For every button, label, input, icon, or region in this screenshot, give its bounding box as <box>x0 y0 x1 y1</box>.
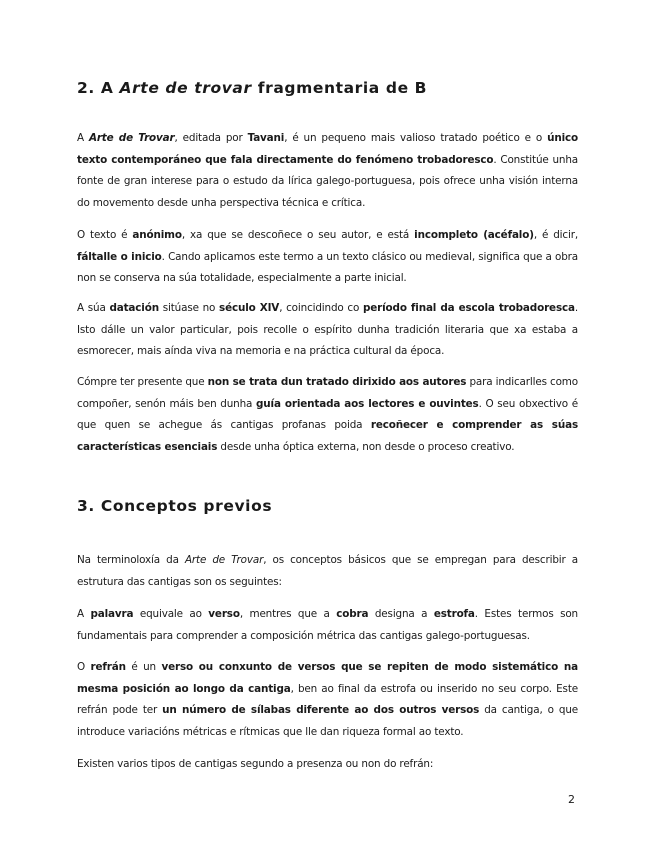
text-run: sitúase no <box>158 302 220 314</box>
emphasis-text: non se trata dun tratado dirixido aos autores <box>207 376 467 388</box>
text-run: , é un pequeno mais valioso tratado poético e o <box>284 132 548 144</box>
text-run: designa a <box>368 608 434 620</box>
text-run: para indicarlles como compoñer, senón máis ben dunha <box>77 376 578 410</box>
text-run: . Cando aplicamos este termo a un texto clásico ou medieval, significa que a obra non se conserva na súa totalidade, especialmente a parte inicial. <box>77 250 578 284</box>
emphasis-text: fáltalle o inicio <box>77 250 162 263</box>
paragraph <box>77 372 578 458</box>
text-run: , editada por <box>174 132 248 144</box>
text-run: O <box>77 661 91 673</box>
text-run: A <box>77 608 91 620</box>
emphasis-text: anónimo <box>132 229 182 241</box>
emphasis-text: un número de sílabas diferente ao dos outros versos <box>162 704 480 716</box>
paragraph <box>77 298 578 363</box>
section-2-number: 2. <box>77 79 95 97</box>
text-run: , coincidindo co <box>279 302 363 314</box>
emphasis-text: verso <box>208 608 240 620</box>
text-run: da cantiga, o que introduce variacións métricas e rítmicas que lle dan riqueza formal ao texto. <box>77 704 579 738</box>
emphasis-text: século XIV <box>219 302 280 314</box>
paragraph <box>77 128 578 214</box>
text-run: A <box>77 132 89 144</box>
emphasis-text: único texto contemporáneo que fala directamente do fenómeno trobadoresco <box>77 132 578 166</box>
paragraph <box>77 225 578 290</box>
emphasis-text: palavra <box>90 608 134 620</box>
emphasis-text: Tavani <box>247 132 285 144</box>
text-run: , ben ao final da estrofa ou inserido no seu corpo. Este refrán pode ter <box>77 682 578 716</box>
text-run: , é dicir, <box>533 229 578 241</box>
text-run: Cómpre ter presente que <box>77 376 208 388</box>
section-2-title-post: fragmentaria de B <box>251 79 428 97</box>
emphasis-text: incompleto (acéfalo) <box>414 229 534 241</box>
text-run: . Estes termos son fundamentais para comprender a composición métrica das cantigas galego-portuguesas. <box>77 608 578 642</box>
text-run: , xa que se descoñece o seu autor, e está <box>181 229 415 241</box>
page-number: 2 <box>568 793 575 806</box>
text-run: , mentres que a <box>239 608 337 620</box>
text-run: Na terminoloxía da <box>77 554 185 566</box>
paragraph <box>77 550 578 593</box>
emphasis-text: datación <box>109 302 159 314</box>
text-run: O texto é <box>77 229 133 241</box>
emphasis-text: Arte de Trovar <box>88 132 175 144</box>
emphasis-text: período final da escola trobadoresca <box>362 302 575 314</box>
section-2-heading <box>77 79 427 97</box>
emphasis-text: cobra <box>336 608 369 620</box>
text-run: . O seu obxectivo é que quen se achegue ás cantigas profanas poida <box>77 397 578 431</box>
text-run: equivale ao <box>133 608 209 620</box>
paragraph <box>77 754 578 776</box>
emphasis-text: refrán <box>90 661 126 673</box>
text-run: Existen varios tipos de cantigas segundo a presenza ou non do refrán: <box>77 758 434 770</box>
text-run: , os conceptos básicos que se empregan para describir a estrutura das cantigas son os seguintes: <box>77 554 578 588</box>
text-run: . Isto dálle un valor particular, pois recolle o espírito dunha tradición literaria que xa estaba a esmorecer, mais aínda viva na memoria e na práctica cultural da época. <box>77 302 579 357</box>
text-run: . Constitúe unha fonte de gran interese para o estudo da lírica galego-portuguesa, pois ofrece unha visión interna do movemento desde unha perspectiva técnica e crítica. <box>77 153 578 209</box>
paragraph <box>77 657 578 743</box>
emphasis-text: estrofa <box>433 608 475 620</box>
emphasis-text: verso ou conxunto de versos que se repiten de modo sistemático na mesma posición ao longo da cantiga <box>77 661 578 695</box>
emphasis-text: recoñecer e comprender as súas características esenciais <box>77 419 578 453</box>
emphasis-text: Arte de Trovar <box>184 554 264 566</box>
section-2-title-pre: A <box>100 79 120 97</box>
emphasis-text: guía orientada aos lectores e ouvintes <box>256 397 479 410</box>
paragraph <box>77 604 578 647</box>
text-run: é un <box>125 661 162 673</box>
text-run: A súa <box>77 302 110 314</box>
text-run: desde unha óptica externa, non desde o proceso creativo. <box>217 440 515 453</box>
section-3-heading: 3. Conceptos previos <box>77 497 273 515</box>
section-2-title-italic: Arte de trovar <box>119 79 252 97</box>
